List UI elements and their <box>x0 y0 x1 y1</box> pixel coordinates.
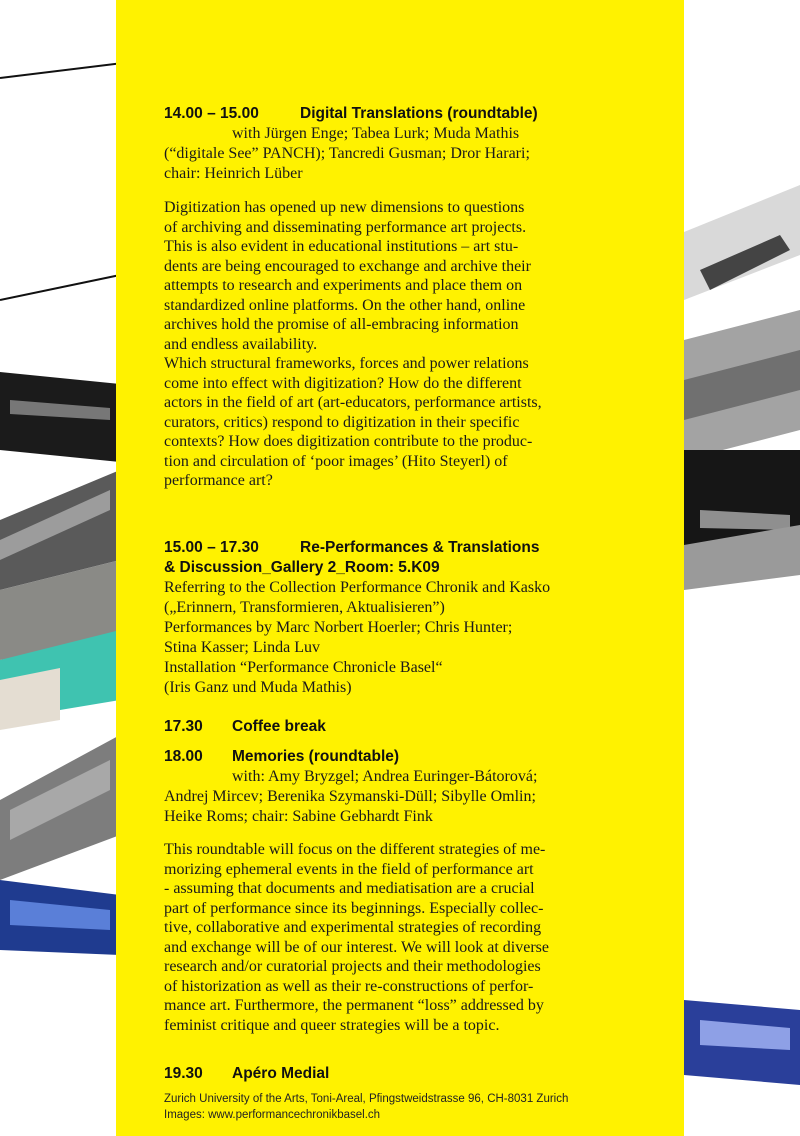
details-line: Stina Kasser; Linda Luv <box>164 639 320 656</box>
details-line: („Erinnern, Transformieren, Aktualisieren”) <box>164 599 445 616</box>
footer-address: Zurich University of the Arts, Toni-Areal, Pfingstweidstrasse 96, CH-8031 Zurich <box>164 1093 569 1105</box>
description-line: morizing ephemeral events in the field of performance art <box>164 860 534 878</box>
details-line: (Iris Ganz und Muda Mathis) <box>164 679 352 696</box>
session-title: Re-Performances & Translations <box>300 539 540 556</box>
description-line: feminist critique and queer strategies will be a topic. <box>164 1016 500 1034</box>
session-time: 17.30 <box>164 718 203 735</box>
session-title: Coffee break <box>232 718 326 735</box>
participants-line: chair: Heinrich Lüber <box>164 165 303 182</box>
session-heading <box>164 104 644 124</box>
session-heading <box>164 1064 644 1084</box>
session-heading <box>164 747 644 767</box>
details-line: Installation “Performance Chronicle Basel“ <box>164 659 443 676</box>
description-line: curators, critics) respond to digitization in their specific <box>164 413 520 431</box>
session-heading <box>164 717 644 737</box>
session-heading <box>164 538 644 558</box>
description-line: research and/or curatorial projects and their methodologies <box>164 958 541 975</box>
session-digital-translations <box>164 104 644 184</box>
participants-line: (“digitale See” PANCH); Tancredi Gusman; Dror Harari; <box>164 145 530 162</box>
description-line: actors in the field of art (art-educators, performance artists, <box>164 394 542 411</box>
participants-line: with Jürgen Enge; Tabea Lurk; Muda Mathis <box>232 125 520 142</box>
description-line: and exchange will be of our interest. We will look at diverse <box>164 938 549 956</box>
session-title: Digital Translations (roundtable) <box>300 105 538 122</box>
session-memories <box>164 747 644 827</box>
session-time: 19.30 <box>164 1065 203 1082</box>
description-line: Which structural frameworks, forces and power relations <box>164 355 529 372</box>
description-line: come into effect with digitization? How do the different <box>164 374 522 392</box>
description-line: attempts to research and experiments and place them on <box>164 277 523 294</box>
description-line: of historization as well as their re-constructions of perfor- <box>164 977 534 995</box>
details-line: Performances by Marc Norbert Hoerler; Chris Hunter; <box>164 619 513 636</box>
session-re-performances <box>164 538 644 698</box>
participants-line: Andrej Mircev; Berenika Szymanski-Düll; Sibylle Omlin; <box>164 788 536 805</box>
diagonal-line <box>0 275 120 300</box>
session-title-line2: & Discussion_Gallery 2_Room: 5.K09 <box>164 559 440 576</box>
session-description <box>164 840 644 1035</box>
description-line: mance art. Furthermore, the permanent “loss” addressed by <box>164 997 544 1014</box>
participants-line: with: Amy Bryzgel; Andrea Euringer-Bátorová; <box>232 768 538 785</box>
session-description <box>164 198 644 491</box>
description-line: This is also evident in educational institutions – art stu- <box>164 238 519 255</box>
session-title: Memories (roundtable) <box>232 748 400 765</box>
description-line: tive, collaborative and experimental strategies of recording <box>164 919 542 936</box>
description-line: tion and circulation of ‘poor images’ (Hito Steyerl) of <box>164 452 508 470</box>
description-line: dents are being encouraged to exchange and archive their <box>164 257 531 275</box>
participants-line: Heike Roms; chair: Sabine Gebhardt Fink <box>164 808 433 825</box>
description-line: part of performance since its beginnings. Especially collec- <box>164 899 544 917</box>
session-time: 14.00 – 15.00 <box>164 105 259 122</box>
description-line: archives hold the promise of all-embracing information <box>164 316 519 333</box>
description-line: standardized online platforms. On the other hand, online <box>164 296 526 314</box>
session-time: 18.00 <box>164 748 203 765</box>
session-coffee-break <box>164 717 644 737</box>
session-apero <box>164 1064 644 1084</box>
description-line: - assuming that documents and mediatisation are a crucial <box>164 880 535 897</box>
footer-images-credit: Images: www.performancechronikbasel.ch <box>164 1109 381 1121</box>
description-line: Digitization has opened up new dimensions to questions <box>164 199 525 216</box>
session-title: Apéro Medial <box>232 1065 330 1082</box>
description-line: This roundtable will focus on the different strategies of me- <box>164 841 546 858</box>
session-time: 15.00 – 17.30 <box>164 539 259 556</box>
description-line: performance art? <box>164 472 273 489</box>
description-line: and endless availability. <box>164 335 318 353</box>
description-line: of archiving and disseminating performance art projects. <box>164 218 527 236</box>
description-line: contexts? How does digitization contribute to the produc- <box>164 433 533 450</box>
footer <box>164 1091 664 1123</box>
details-line: Referring to the Collection Performance Chronik and Kasko <box>164 579 551 596</box>
